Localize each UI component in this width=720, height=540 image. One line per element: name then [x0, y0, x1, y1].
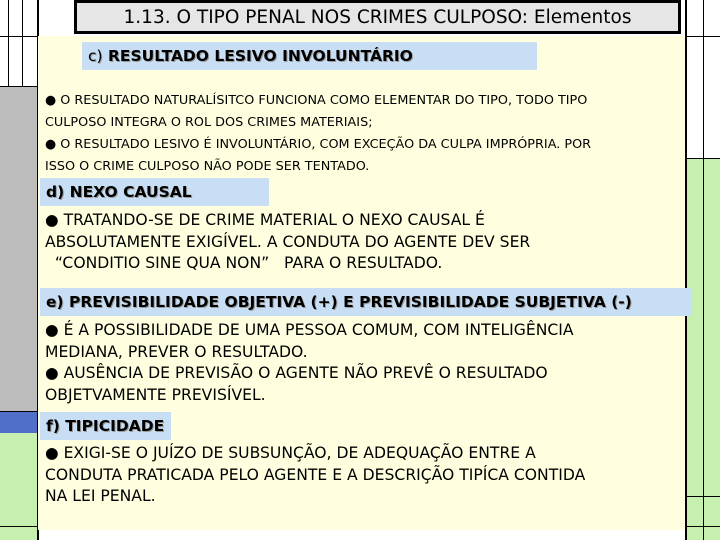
- text-line: ISSO O CRIME CULPOSO NÃO PODE SER TENTADO.: [45, 159, 370, 174]
- page-title: 1.13. O TIPO PENAL NOS CRIMES CULPOSO: Elementos: [123, 7, 632, 28]
- title-box: [74, 0, 681, 34]
- section-d-title: NEXO CAUSAL: [69, 183, 192, 201]
- section-f-label: f): [46, 417, 60, 435]
- section-e-title: PREVISIBILIDADE OBJETIVA (+) E PREVISIBILIDADE SUBJETIVA (-): [69, 293, 632, 311]
- text-line: NA LEI PENAL.: [45, 487, 156, 505]
- decor-block-green-left: [0, 433, 37, 540]
- text-line: ABSOLUTAMENTE EXIGÍVEL. A CONDUTA DO AGENTE DEV SER: [45, 232, 531, 251]
- decor-block-gray: [0, 86, 37, 411]
- section-c-text: [45, 90, 591, 178]
- section-d-label: d): [46, 183, 65, 201]
- section-e-text: [45, 320, 574, 406]
- text-line: ● É A POSSIBILIDADE DE UMA PESSOA COMUM, COM INTELIGÊNCIA: [45, 321, 574, 339]
- decor-line: [685, 0, 687, 540]
- section-f-title: TIPICIDADE: [65, 417, 165, 435]
- decor-line: [703, 0, 704, 540]
- decor-line: [686, 158, 720, 159]
- section-e-heading: [40, 288, 692, 316]
- text-line: “CONDITIO SINE QUA NON” PARA O RESULTADO.: [45, 254, 443, 272]
- text-line: ● O RESULTADO NATURALÍSITCO FUNCIONA COMO ELEMENTAR DO TIPO, TODO TIPO: [45, 93, 588, 108]
- text-line: ● EXIGI-SE O JUÍZO DE SUBSUNÇÃO, DE ADEQUAÇÃO ENTRE A: [45, 444, 536, 462]
- text-line: ● AUSÊNCIA DE PREVISÃO O AGENTE NÃO PREVÊ O RESULTADO: [45, 364, 548, 382]
- text-line: CULPOSO INTEGRA O ROL DOS CRIMES MATERIAIS;: [45, 115, 373, 130]
- decor-line: [686, 496, 720, 497]
- text-line: MEDIANA, PREVER O RESULTADO.: [45, 342, 308, 361]
- section-c-title: RESULTADO LESIVO INVOLUNTÁRIO: [107, 47, 413, 65]
- section-d-heading: [40, 178, 269, 206]
- section-d-text: [45, 210, 530, 275]
- decor-block-gray-top: [0, 0, 37, 36]
- decor-line: [22, 0, 23, 86]
- section-e-label: e): [46, 293, 64, 311]
- section-f-text: [45, 443, 585, 508]
- text-line: OBJETVAMENTE PREVISÍVEL.: [45, 385, 266, 404]
- section-c-label: c): [88, 47, 103, 65]
- section-c-heading: [82, 42, 537, 70]
- section-f-heading: [40, 412, 171, 440]
- text-line: ● O RESULTADO LESIVO É INVOLUNTÁRIO, COM EXCEÇÃO DA CULPA IMPRÓPRIA. POR: [45, 137, 592, 152]
- text-line: CONDUTA PRATICADA PELO AGENTE E A DESCRIÇÃO TIPÍCA CONTIDA: [45, 465, 586, 484]
- decor-line: [0, 86, 37, 87]
- decor-block-white: [0, 36, 37, 86]
- text-line: ● TRATANDO-SE DE CRIME MATERIAL O NEXO CAUSAL É: [45, 211, 485, 229]
- decor-line: [8, 0, 9, 86]
- decor-block-blue: [0, 411, 37, 433]
- decor-line: [0, 411, 37, 412]
